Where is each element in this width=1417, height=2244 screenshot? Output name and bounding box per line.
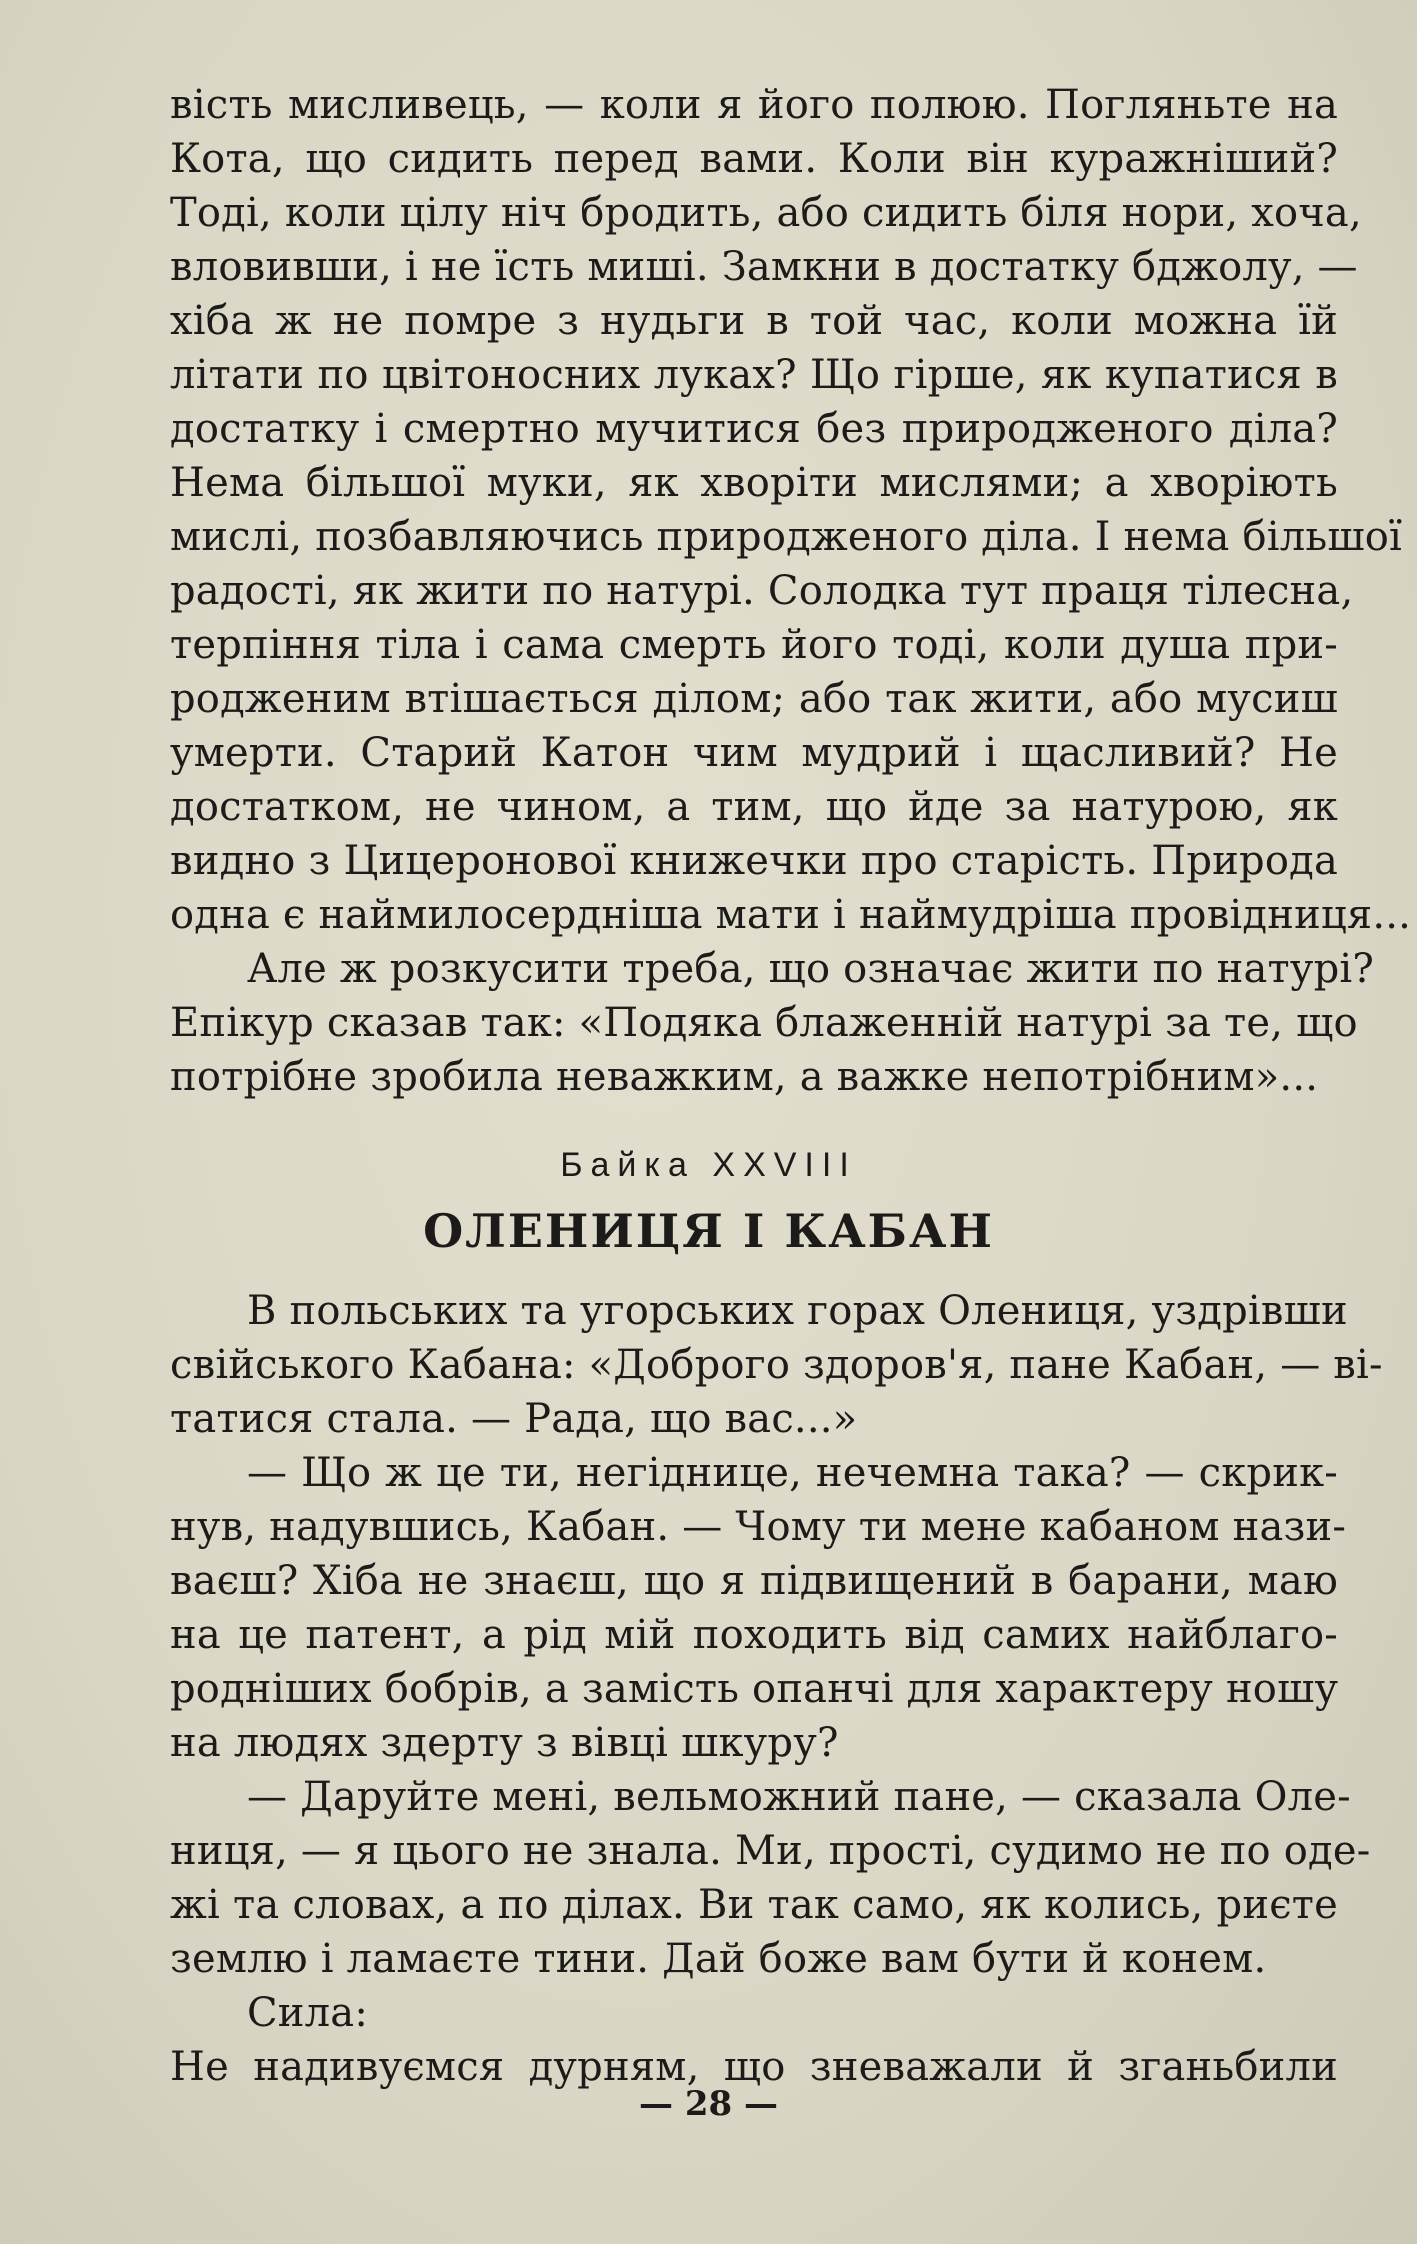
text-line: літати по цвітоносних луках? Що гірше, як купатися в	[170, 352, 1338, 398]
text-line: достатку і смертно мучитися без природженого діла?	[170, 406, 1338, 452]
text-line: В польських та угорських горах Олениця, уздрівши	[247, 1288, 1348, 1334]
text-line: хіба ж не помре з нудьги в той час, коли можна їй	[170, 298, 1338, 344]
text-block-fable	[170, 1284, 1383, 2094]
text-line: терпіння тіла і сама смерть його тоді, коли душа при-	[170, 622, 1338, 668]
text-line: вловивши, і не їсть миші. Замкни в достатку бджолу, —	[170, 244, 1358, 290]
text-line: мислі, позбавляючись природженого діла. І нема більшої	[170, 514, 1403, 560]
text-line: Але ж розкусити треба, що означає жити по натурі?	[247, 946, 1375, 992]
text-line: одна є наймилосердніша мати і наймудріша провідниця...	[170, 892, 1412, 938]
text-line: ваєш? Хіба не знаєш, що я підвищений в барани, маю	[170, 1558, 1338, 1604]
text-line: — Даруйте мені, вельможний пане, — сказала Оле-	[247, 1774, 1351, 1820]
text-line: Тоді, коли цілу ніч бродить, або сидить біля нори, хоча,	[170, 190, 1362, 236]
text-line: Нема більшої муки, як хворіти мислями; а хворіють	[170, 460, 1338, 506]
text-line: нув, надувшись, Кабан. — Чому ти мене кабаном нази-	[170, 1504, 1347, 1550]
text-line: вість мисливець, — коли я його полюю. Погляньте на	[170, 82, 1338, 128]
text-line: Сила:	[247, 1990, 368, 2036]
text-line: — Що ж це ти, негіднице, нечемна така? — скрик-	[247, 1450, 1338, 1496]
text-line: родніших бобрів, а замість опанчі для характеру ношу	[170, 1666, 1339, 1712]
text-line: Кота, що сидить перед вами. Коли він куражніший?	[170, 136, 1338, 182]
text-line: родженим втішається ділом; або так жити, або мусиш	[170, 676, 1338, 722]
text-block-continued	[170, 78, 1412, 1104]
text-line: радості, як жити по натурі. Солодка тут праця тілесна,	[170, 568, 1354, 614]
text-line: потрібне зробила неважким, а важке непотрібним»...	[170, 1054, 1319, 1100]
text-line: татися стала. — Рада, що вас...»	[170, 1396, 858, 1442]
text-line: землю і ламаєте тини. Дай боже вам бути й конем.	[170, 1936, 1267, 1982]
text-line: достатком, не чином, а тим, що йде за натурою, як	[170, 784, 1338, 830]
text-line: Не надивуємся дурням, що зневажали й зганьбили	[170, 2044, 1338, 2090]
text-line: на це патент, а рід мій походить від самих найблаго-	[170, 1612, 1338, 1658]
text-line: свійського Кабана: «Доброго здоров'я, пане Кабан, — ві-	[170, 1342, 1383, 1388]
text-line: на людях здерту з вівці шкуру?	[170, 1720, 839, 1766]
text-line: Епікур сказав так: «Подяка блаженній натурі за те, що	[170, 1000, 1358, 1046]
text-line: жі та словах, а по ділах. Ви так само, як колись, риєте	[170, 1882, 1338, 1928]
page-number: — 28 —	[639, 2084, 778, 2124]
fable-title: ОЛЕНИЦЯ І КАБАН	[423, 1204, 994, 1258]
text-line: умерти. Старий Катон чим мудрий і щасливий? Не	[170, 730, 1338, 776]
text-line: ниця, — я цього не знала. Ми, прості, судимо не по оде-	[170, 1828, 1371, 1874]
text-line: видно з Цицеронової книжечки про старість. Природа	[170, 838, 1338, 884]
fable-number-label: Байка XXVIII	[560, 1146, 857, 1184]
